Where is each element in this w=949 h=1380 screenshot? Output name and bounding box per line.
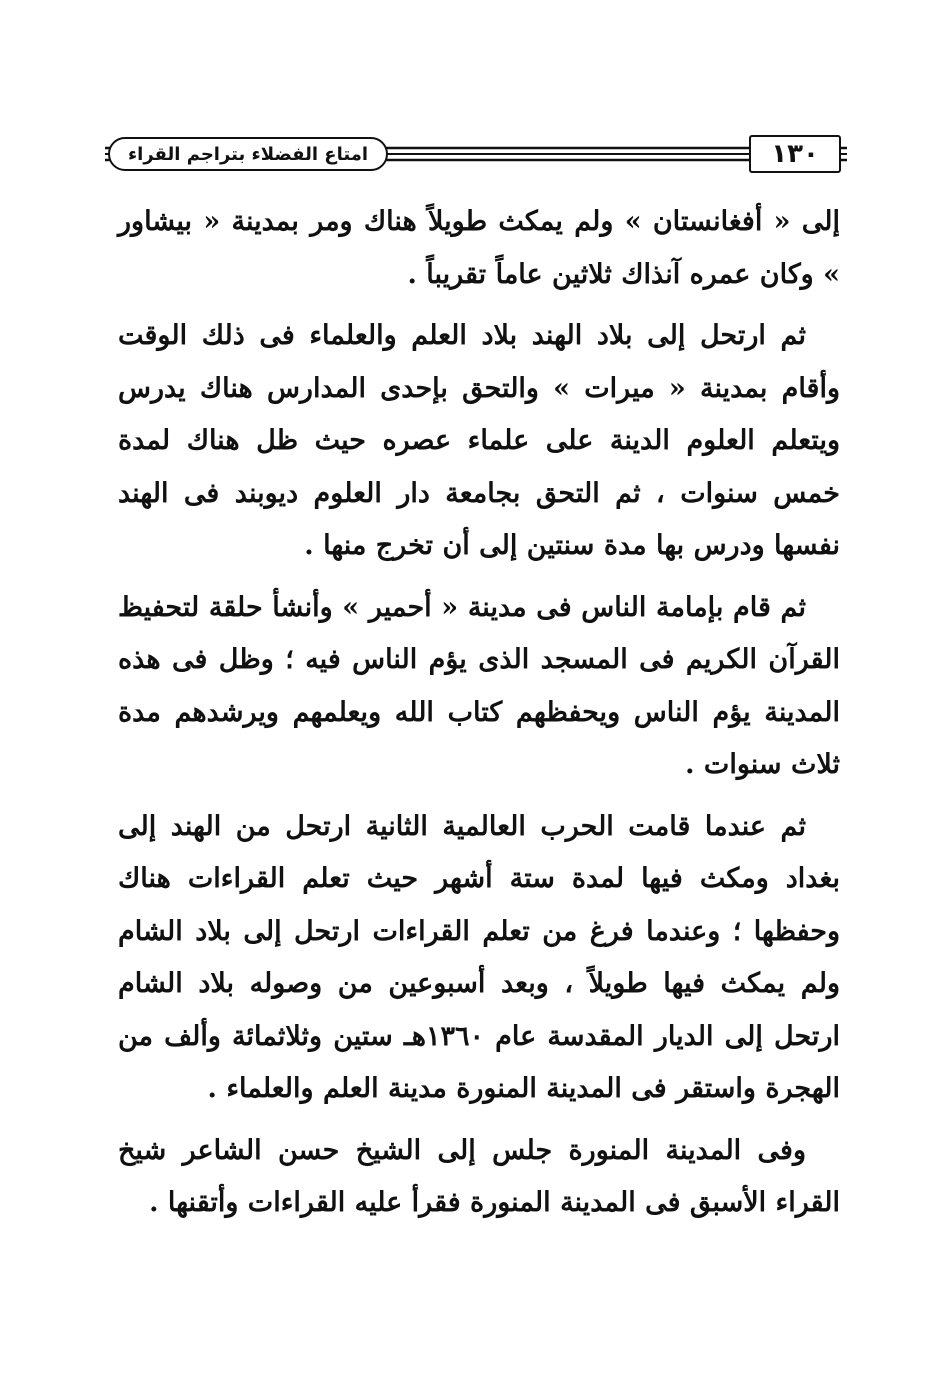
paragraph-4-text: ثم عندما قامت الحرب العالمية الثانية ارتحل من الهند إلى بغداد ومكث فيها لمدة ستة أشهر حيث تعلم القراءات هناك وحفظها ؛ وعندما فرغ من تعلم القراءات ارتحل إلى بلاد الشام ولم يمكث فيها طويلاً ، وبعد أسبوعين من وصوله بلاد الشام ارتحل إلى الديار المقدسة عام ١٣٦٠هـ ستين وثلاثمائة وألف من الهجرة واستقر فى المدينة المنورة مدينة العلم والعلماء . [118,810,840,1104]
paragraph-2-text: ثم ارتحل إلى بلاد الهند بلاد العلم والعلماء فى ذلك الوقت وأقام بمدينة « ميرات » والتحق بإحدى المدارس هناك يدرس ويتعلم العلوم الدينة على علماء عصره حيث ظل هناك لمدة خمس سنوات ، ثم التحق بجامعة دار العلوم ديوبند فى الهند نفسها ودرس بها مدة سنتين إلى أن تخرج منها . [118,320,840,561]
paragraph-1 [118,196,840,301]
body-text [118,196,840,1239]
paragraph-3 [118,582,840,792]
page-number: ١٣٠ [749,135,841,173]
book-title-box [113,136,383,172]
paragraph-1-text: إلى « أفغانستان » ولم يمكث طويلاً هناك ومر بمدينة « بيشاور » وكان عمره آنذاك ثلاثين عاماً تقريباً . [118,206,840,290]
paragraph-4 [118,801,840,1116]
page-header [105,130,847,180]
paragraph-3-text: ثم قام بإمامة الناس فى مدينة « أحمير » وأنشأ حلقة لتحفيظ القرآن الكريم فى المسجد الذى يؤم الناس فيه ؛ وظل فى هذه المدينة يؤم الناس ويحفظهم كتاب الله ويعلمهم ويرشدهم مدة ثلاث سنوات . [118,591,840,780]
paragraph-5-text: وفى المدينة المنورة جلس إلى الشيخ حسن الشاعر شيخ القراء الأسبق فى المدينة المنورة فقرأ عليه القراءات وأتقنها . [118,1134,840,1218]
book-title: امتاع الفضلاء بتراجم القراء [108,137,388,171]
paragraph-2 [118,310,840,573]
page-number-box [710,135,880,173]
paragraph-5 [118,1125,840,1230]
